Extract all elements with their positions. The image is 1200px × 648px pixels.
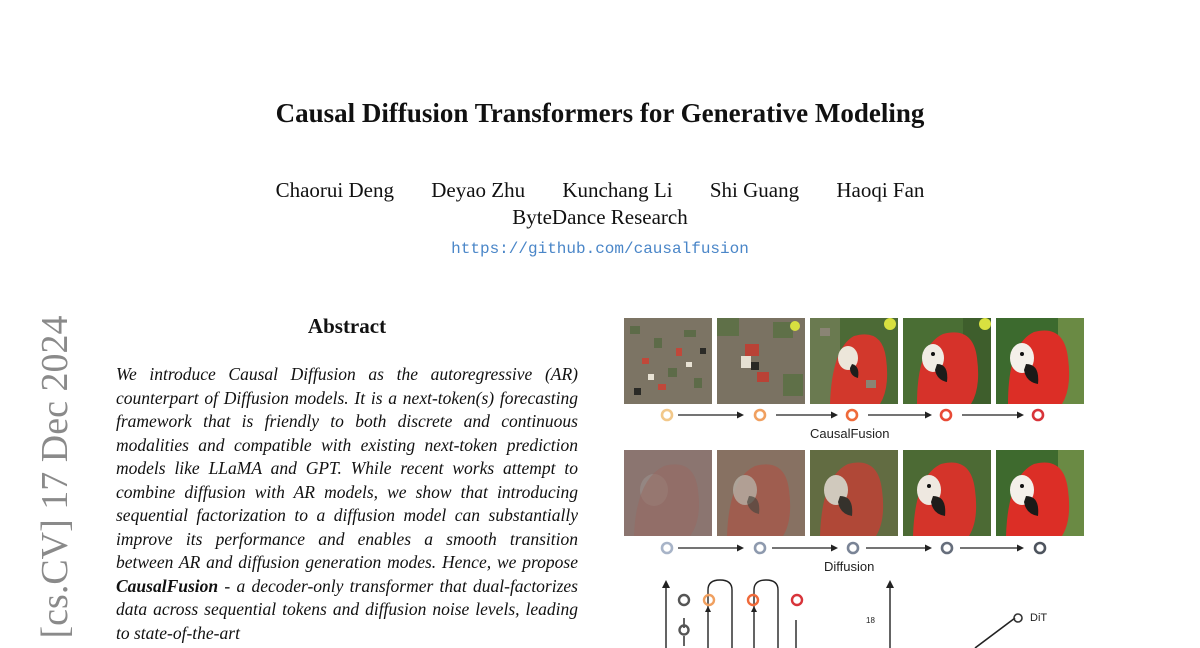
author-list [0,178,1200,203]
author-name: Shi Guang [709,178,800,202]
generated-image-step-1 [624,318,712,404]
paper-title: Causal Diffusion Transformers for Generative Modeling [275,98,925,128]
row-caption-diffusion: Diffusion [824,559,875,574]
token-node [847,410,857,420]
token-node [1035,543,1045,553]
author-name: Deyao Zhu [431,178,526,202]
teaser-figure [620,314,1090,648]
author-name: Haoqi Fan [836,178,925,202]
method-name: CausalFusion [116,575,219,596]
plot-legend-dit: DiT [1030,612,1048,624]
diffusion-image-step-3 [810,450,898,536]
generated-image-step-5 [996,318,1084,404]
author-name: Chaorui Deng [275,178,394,202]
affiliation: ByteDance Research [512,205,688,229]
diffusion-image-step-4 [903,450,991,536]
diffusion-image-step-5 [996,450,1084,536]
diffusion-image-step-1 [624,450,712,536]
author-name: Kunchang Li [562,178,673,202]
plot-tick-label: 18 [866,616,875,625]
token-node [942,543,952,553]
token-node [755,410,765,420]
token-node [1033,410,1043,420]
row-caption-causalfusion: CausalFusion [810,426,890,441]
token-node [755,543,765,553]
generated-image-step-4 [903,318,991,404]
token-node [662,543,672,553]
token-node [941,410,951,420]
abstract-body [116,363,578,645]
diffusion-image-step-2 [717,450,805,536]
abstract-text: We introduce Causal Diffusion as the autoregressive (AR) counterpart of Diffusion models. It is a next-token(s) forecasting framework that is friendly to both discrete and continuous modalities and compatible with existing next-token prediction models like LLaMA and GPT. While recent works attempt to combine diffusion with AR models, we show that introducing sequential factorization to a diffusion model can substantially improve its performance and enables a smooth transition between AR and diffusion generation modes. Hence, we propose [116,364,578,572]
project-link[interactable]: https://github.com/causalfusion [451,240,749,258]
factorization-diagram [620,576,1090,648]
abstract-heading: Abstract [307,314,387,338]
generated-image-step-3 [810,318,898,404]
arxiv-stamp: [cs.CV] 17 Dec 2024 [34,315,76,639]
token-node [662,410,672,420]
token-node [848,543,858,553]
abstract-text: - a decoder-only transformer that dual-factorizes data across sequential tokens and diffusion noise levels, leading to state-of-the-art [116,575,578,643]
generated-image-step-2 [717,318,805,404]
